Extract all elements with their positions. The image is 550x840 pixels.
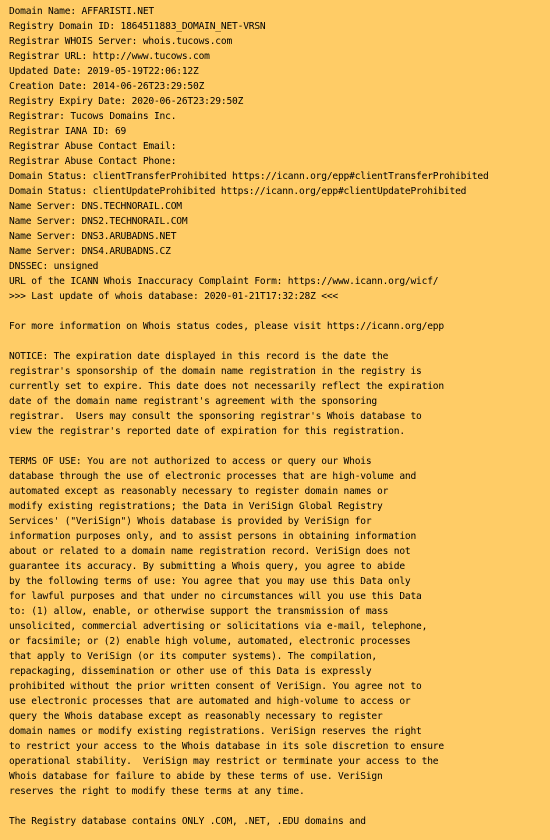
name-server-1-line: Name Server: DNS.TECHNORAIL.COM	[9, 201, 182, 212]
terms-line: about or related to a domain name registration record. VeriSign does not	[9, 546, 411, 557]
registry-note-line: The Registry database contains ONLY .COM, .NET, .EDU domains and	[9, 816, 366, 827]
creation-date-line: Creation Date: 2014-06-26T23:29:50Z	[9, 81, 205, 92]
whois-record	[9, 4, 547, 829]
registrar-abuse-email-line: Registrar Abuse Contact Email:	[9, 141, 177, 152]
terms-line: reserves the right to modify these terms at any time.	[9, 786, 305, 797]
terms-line: automated except as reasonably necessary to register domain names or	[9, 486, 389, 497]
notice-line: view the registrar's reported date of expiration for this registration.	[9, 426, 405, 437]
domain-name-line: Domain Name: AFFARISTI.NET	[9, 6, 154, 17]
notice-line: registrar. Users may consult the sponsoring registrar's Whois database to	[9, 411, 422, 422]
terms-line: Whois database for failure to abide by these terms of use. VeriSign	[9, 771, 383, 782]
terms-line: database through the use of electronic processes that are high-volume and	[9, 471, 417, 482]
terms-line: to restrict your access to the Whois database in its sole discretion to ensure	[9, 741, 444, 752]
whois-fields-section	[9, 4, 547, 304]
terms-line: that apply to VeriSign (or its computer systems). The compilation,	[9, 651, 378, 662]
notice-line: date of the domain name registrant's agreement with the sponsoring	[9, 396, 378, 407]
name-server-4-line: Name Server: DNS4.ARUBADNS.CZ	[9, 246, 171, 257]
terms-line: or facsimile; or (2) enable high volume, automated, electronic processes	[9, 636, 411, 647]
terms-line: query the Whois database except as reasonably necessary to register	[9, 711, 383, 722]
notice-line: currently set to expire. This date does not necessarily reflect the expiration	[9, 381, 444, 392]
registrar-line: Registrar: Tucows Domains Inc.	[9, 111, 177, 122]
spacer	[9, 439, 547, 454]
terms-of-use-section	[9, 454, 547, 799]
terms-line: use electronic processes that are automated and high-volume to access or	[9, 696, 411, 707]
terms-line: TERMS OF USE: You are not authorized to access or query our Whois	[9, 456, 372, 467]
last-update-line: >>> Last update of whois database: 2020-01-21T17:32:28Z <<<	[9, 291, 338, 302]
icann-complaint-url-line: URL of the ICANN Whois Inaccuracy Complaint Form: https://www.icann.org/wicf/	[9, 276, 439, 287]
registry-domain-id-line: Registry Domain ID: 1864511883_DOMAIN_NET-VRSN	[9, 21, 266, 32]
registry-expiry-date-line: Registry Expiry Date: 2020-06-26T23:29:50Z	[9, 96, 244, 107]
spacer	[9, 334, 547, 349]
notice-section	[9, 349, 547, 439]
spacer	[9, 304, 547, 319]
terms-line: repackaging, dissemination or other use of this Data is expressly	[9, 666, 372, 677]
status-info-line: For more information on Whois status codes, please visit https://icann.org/epp	[9, 321, 444, 332]
terms-line: Services' ("VeriSign") Whois database is provided by VeriSign for	[9, 516, 372, 527]
terms-line: modify existing registrations; the Data in VeriSign Global Registry	[9, 501, 383, 512]
terms-line: guarantee its accuracy. By submitting a Whois query, you agree to abide	[9, 561, 405, 572]
dnssec-line: DNSSEC: unsigned	[9, 261, 99, 272]
name-server-3-line: Name Server: DNS3.ARUBADNS.NET	[9, 231, 177, 242]
terms-line: operational stability. VeriSign may restrict or terminate your access to the	[9, 756, 439, 767]
spacer	[9, 799, 547, 814]
registrar-abuse-phone-line: Registrar Abuse Contact Phone:	[9, 156, 177, 167]
updated-date-line: Updated Date: 2019-05-19T22:06:12Z	[9, 66, 199, 77]
terms-line: to: (1) allow, enable, or otherwise support the transmission of mass	[9, 606, 389, 617]
domain-status-update-line: Domain Status: clientUpdateProhibited https://icann.org/epp#clientUpdateProhibited	[9, 186, 467, 197]
terms-line: unsolicited, commercial advertising or solicitations via e-mail, telephone,	[9, 621, 428, 632]
registrar-iana-id-line: Registrar IANA ID: 69	[9, 126, 127, 137]
terms-line: prohibited without the prior written consent of VeriSign. You agree not to	[9, 681, 422, 692]
terms-line: by the following terms of use: You agree that you may use this Data only	[9, 576, 411, 587]
terms-line: domain names or modify existing registrations. VeriSign reserves the right	[9, 726, 422, 737]
domain-status-transfer-line: Domain Status: clientTransferProhibited https://icann.org/epp#clientTransferProhibited	[9, 171, 489, 182]
registrar-whois-server-line: Registrar WHOIS Server: whois.tucows.com	[9, 36, 233, 47]
notice-line: registrar's sponsorship of the domain name registration in the registry is	[9, 366, 422, 377]
terms-line: information purposes only, and to assist persons in obtaining information	[9, 531, 417, 542]
name-server-2-line: Name Server: DNS2.TECHNORAIL.COM	[9, 216, 188, 227]
notice-line: NOTICE: The expiration date displayed in this record is the date the	[9, 351, 389, 362]
terms-line: for lawful purposes and that under no circumstances will you use this Data	[9, 591, 422, 602]
registrar-url-line: Registrar URL: http://www.tucows.com	[9, 51, 210, 62]
